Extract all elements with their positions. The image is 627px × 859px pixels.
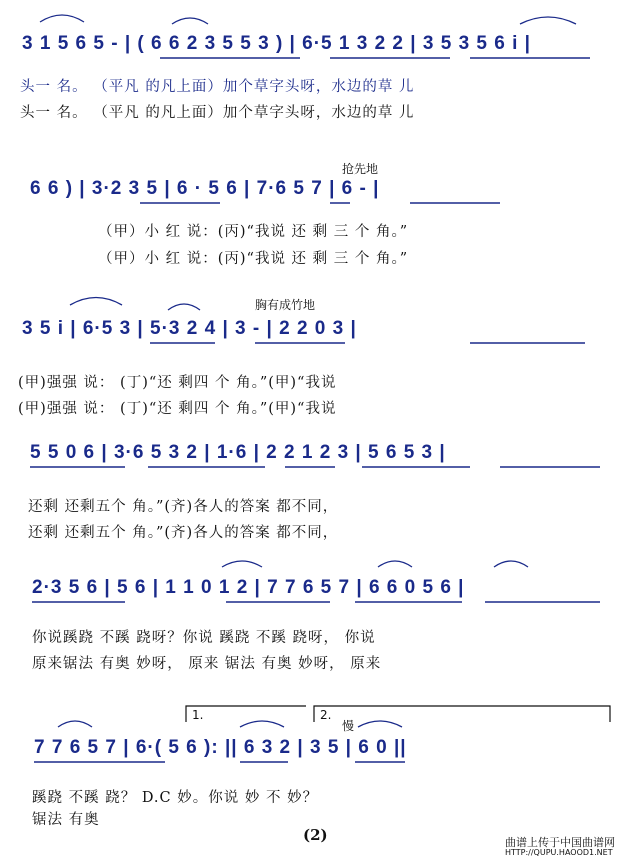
- lyrics-system-3-verse-2: (甲)强强 说： (丁)“还 剩四 个 角。”(甲)“我说: [18, 401, 337, 417]
- slur: [520, 17, 576, 24]
- notes-system-4: 5 5 0 6 | 3·6 5 3 2 | 1·6 | 2 2 1 2 3 | 5 6 5 3 |: [30, 442, 446, 463]
- slur: [494, 561, 528, 567]
- slur: [70, 298, 122, 306]
- slur: [168, 304, 200, 310]
- slur: [172, 18, 208, 24]
- lyrics-system-5-verse-1: 你说蹊跷 不蹊 跷呀？你说 蹊跷 不蹊 跷呀， 你说: [32, 630, 376, 646]
- volta-1-label: 1.: [192, 708, 204, 722]
- slur: [358, 721, 402, 727]
- notes-system-6: 7 7 6 5 7 | 6·( 5 6 ): || 6 3 2 | 3 5 | 6 0 ||: [34, 737, 407, 758]
- lyrics-system-4-verse-1: 还剩 还剩五个 角。”(齐)各人的答案 都不同，: [28, 499, 339, 515]
- lyrics-system-5-verse-2: 原来锯法 有奥 妙呀， 原来 锯法 有奥 妙呀， 原来: [32, 656, 382, 672]
- expression-qiangxiandi: 抢先地: [342, 162, 379, 176]
- volta-bracket-2: [314, 706, 610, 722]
- watermark-line-1: 曲谱上传于中国曲谱网: [505, 836, 615, 849]
- slur: [222, 561, 262, 567]
- lyrics-system-2-verse-1: （甲）小 红 说：(丙)“我说 还 剩 三 个 角。”: [98, 224, 409, 240]
- volta-2-label: 2.: [320, 708, 332, 722]
- expression-man: 慢: [342, 719, 355, 733]
- lyrics-system-1-verse-2: 头一 名。 （平凡 的凡上面）加个草字头呀，水边的草 儿: [20, 105, 415, 121]
- watermark-line-2: HTTP://QUPU.HAOOD1.NET: [505, 848, 613, 857]
- notes-system-2: 6 6 ) | 3·2 3 5 | 6 · 5 6 | 7·6 5 7 | 6 - |: [30, 178, 380, 199]
- expression-xiongyouchengzhudi: 胸有成竹地: [255, 298, 316, 312]
- notes-system-1: 3 1 5 6 5 - | ( 6 6 2 3 5 5 3 ) | 6·5 1 3 2 2 | 3 5 3 5 6 i |: [22, 33, 531, 54]
- notes-system-3: 3 5 i | 6·5 3 | 5·3 2 4 | 3 - | 2 2 0 3 |: [22, 318, 357, 339]
- lyrics-system-4-verse-2: 还剩 还剩五个 角。”(齐)各人的答案 都不同，: [28, 525, 339, 541]
- lyrics-system-3-verse-1: (甲)强强 说： (丁)“还 剩四 个 角。”(甲)“我说: [18, 375, 337, 391]
- slur: [378, 561, 412, 567]
- lyrics-system-2-verse-2: （甲）小 红 说：(丙)“我说 还 剩 三 个 角。”: [98, 251, 409, 267]
- volta-bracket-1: [186, 706, 306, 722]
- lyrics-system-6-verse-1: 蹊跷 不蹊 跷？ D.C 妙。你说 妙 不 妙？: [32, 790, 319, 806]
- lyrics-system-1-verse-1: 头一 名。 （平凡 的凡上面）加个草字头呀，水边的草 儿: [20, 79, 415, 95]
- page-number: (2): [303, 826, 328, 844]
- notes-system-5: 2·3 5 6 | 5 6 | 1 1 0 1 2 | 7 7 6 5 7 | 6 6 0 5 6 |: [32, 577, 465, 598]
- slur: [58, 721, 92, 727]
- slur: [240, 721, 284, 727]
- slur: [40, 15, 84, 22]
- lyrics-system-6-verse-2: 锯法 有奥: [32, 812, 100, 828]
